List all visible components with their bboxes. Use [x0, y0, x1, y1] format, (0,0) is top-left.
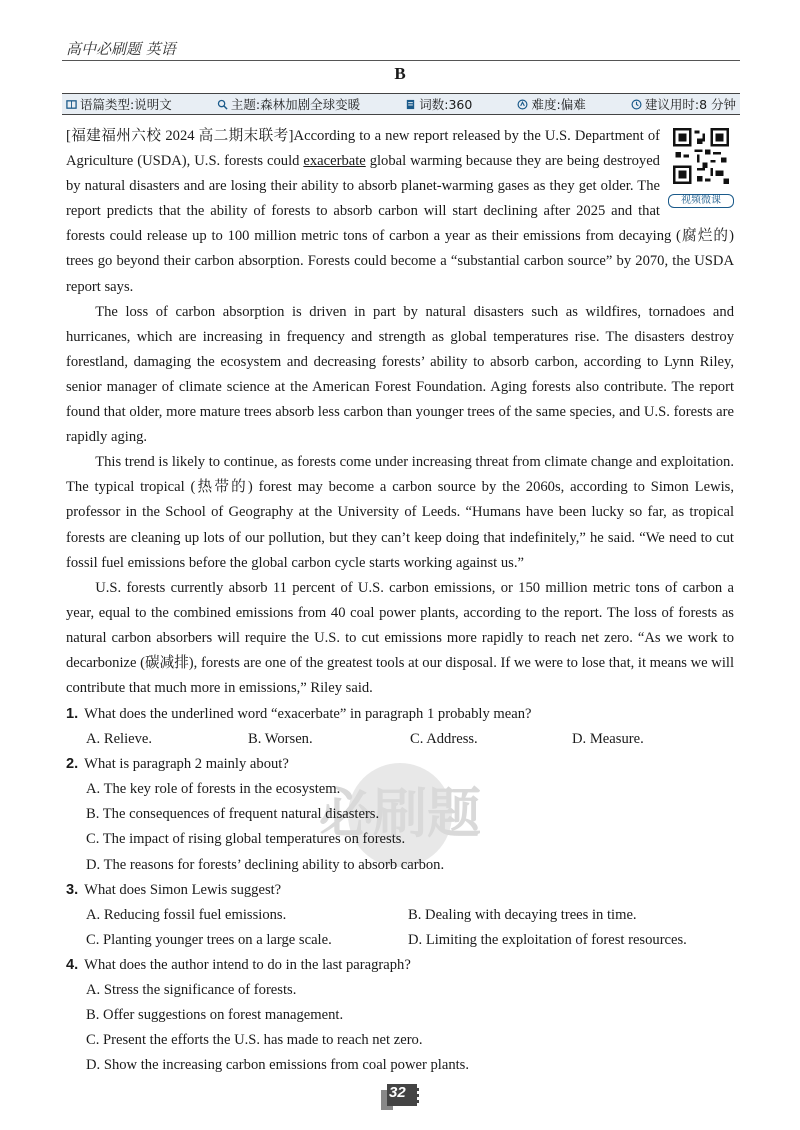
qr-video-label[interactable]: 视频微课: [668, 194, 734, 208]
option-a[interactable]: A. The key role of forests in the ecosystem.: [86, 781, 341, 798]
option-a[interactable]: A. Reducing fossil fuel emissions.: [86, 906, 287, 923]
paragraph-2: The loss of carbon absorption is driven in part by natural disasters such as wildfires, tornadoes and hurricanes, which are increasing in frequency and strength as global temperatures rise. The disasters destroy forestland, damaging the ecosystem and decreasing forests’ ability to absorb carbon, according to Lynn Riley, senior manager of climate science at the American Forest Foundation. Aging forests also contribute. The report found that older, more mature trees absorb less carbon than younger trees of the same species, and U.S. forests are rapidly aging.: [66, 303, 734, 446]
passage-info-bar: [62, 93, 740, 115]
question-3: [66, 878, 734, 953]
option-b[interactable]: B. Dealing with decaying trees in time.: [408, 906, 637, 923]
option-a[interactable]: A. Stress the significance of forests.: [86, 982, 297, 999]
info-difficulty: [517, 95, 585, 113]
question-list: [66, 702, 734, 1078]
paragraph-1-source: [福建福州六校 2024 高二期末联考]: [66, 128, 294, 144]
option-c[interactable]: C. Present the efforts the U.S. has made to reach net zero.: [86, 1032, 423, 1049]
info-genre: [66, 95, 172, 113]
qr-video-block[interactable]: [668, 128, 734, 207]
option-c[interactable]: C. The impact of rising global temperatures on forests.: [86, 831, 406, 848]
info-word-count-text: 词数:360: [419, 97, 473, 112]
qr-code-icon[interactable]: [671, 128, 731, 184]
paragraph-4: U.S. forests currently absorb 11 percent of U.S. carbon emissions, or 150 million metric tons of carbon a year, equal to the combined emissions from 40 coal power plants, according to the report. The loss of forests as natural carbon absorbers will require the U.S. to cut emissions more rapidly to reach net zero. “As we work to decarbonize (碳减排), forests are one of the greatest tools at our disposal. If we were to lose that, it means we will contribute that much more in emissions,” Riley said.: [66, 579, 734, 697]
option-d[interactable]: D. Limiting the exploitation of forest resources.: [408, 931, 687, 948]
watermark-text: 必刷题: [319, 782, 481, 845]
question-stem: What does Simon Lewis suggest?: [84, 881, 282, 898]
option-d[interactable]: D. Show the increasing carbon emissions from coal power plants.: [86, 1057, 470, 1074]
info-word-count: [405, 95, 472, 113]
question-stem: What does the author intend to do in the last paragraph?: [84, 956, 411, 973]
question-1: [66, 702, 734, 752]
paragraph-1-text-b: global warming because they are being destroyed by natural disasters and are losing their ability to absorb planet-warming gases as they get older. The report predicts that the ability of forests to absorb carbon will start declining after 2025 and that forests could release up to 100 million metric tons of carbon a year as their emissions from decaying (腐烂的) trees go beyond their carbon absorption. Forests could become a “substantial carbon source” by 2070, the USDA report says.: [66, 153, 734, 295]
underlined-word: exacerbate: [303, 153, 366, 170]
document-icon: [405, 99, 416, 110]
option-b[interactable]: B. Worsen.: [248, 731, 313, 748]
option-b[interactable]: B. Offer suggestions on forest management.: [86, 1007, 344, 1024]
option-d[interactable]: D. The reasons for forests’ declining ability to absorb carbon.: [86, 856, 445, 873]
reading-passage: [66, 124, 734, 701]
question-number: 4.: [66, 956, 79, 973]
info-difficulty-text: 难度:偏难: [531, 97, 586, 112]
paragraph-3: This trend is likely to continue, as forests come under increasing threat from climate change and exploitation. The typical tropical (热带的) forest may become a carbon source by the 2060s, according to Simon Lewis, professor in the School of Geography at the University of Leeds. “Humans have been lucky so far, as tropical forests are cleaning up lots of our pollution, but they can’t keep doing that indefinitely,” he said. “We need to cut fossil fuel emissions before the global carbon cycle starts working against us.”: [66, 454, 734, 571]
header-divider: [62, 60, 740, 61]
info-time-text: 建议用时:8 分钟: [644, 97, 736, 112]
book-title: 高中必刷题 英语: [66, 40, 176, 58]
option-b[interactable]: B. The consequences of frequent natural disasters.: [86, 806, 380, 823]
search-icon: [217, 99, 228, 110]
option-d[interactable]: D. Measure.: [572, 731, 644, 748]
book-icon: [66, 99, 77, 110]
question-2: [66, 752, 734, 877]
question-number: 1.: [66, 706, 79, 722]
question-4: [66, 953, 734, 1078]
section-letter: B: [394, 64, 406, 83]
info-topic-text: 主题:森林加剧全球变暖: [230, 97, 361, 112]
option-c[interactable]: C. Address.: [410, 731, 478, 748]
paragraph-1: [66, 124, 734, 300]
info-topic: [217, 95, 360, 113]
question-number: 3.: [66, 881, 79, 898]
question-stem: What is paragraph 2 mainly about?: [84, 756, 289, 773]
difficulty-icon: [517, 99, 528, 110]
question-number: 2.: [66, 756, 79, 773]
page-number: 32: [389, 1084, 406, 1101]
paragraph-1-text-a: According to a new report released by the U.S. Department of Agriculture (USDA), U.S. forests could: [66, 128, 660, 170]
clock-icon: [631, 99, 642, 110]
info-time: [631, 95, 736, 113]
option-a[interactable]: A. Relieve.: [86, 731, 153, 748]
info-genre-text: 语篇类型:说明文: [80, 97, 172, 112]
question-stem: What does the underlined word “exacerbate” in paragraph 1 probably mean?: [84, 706, 532, 722]
option-c[interactable]: C. Planting younger trees on a large scale.: [86, 931, 332, 948]
